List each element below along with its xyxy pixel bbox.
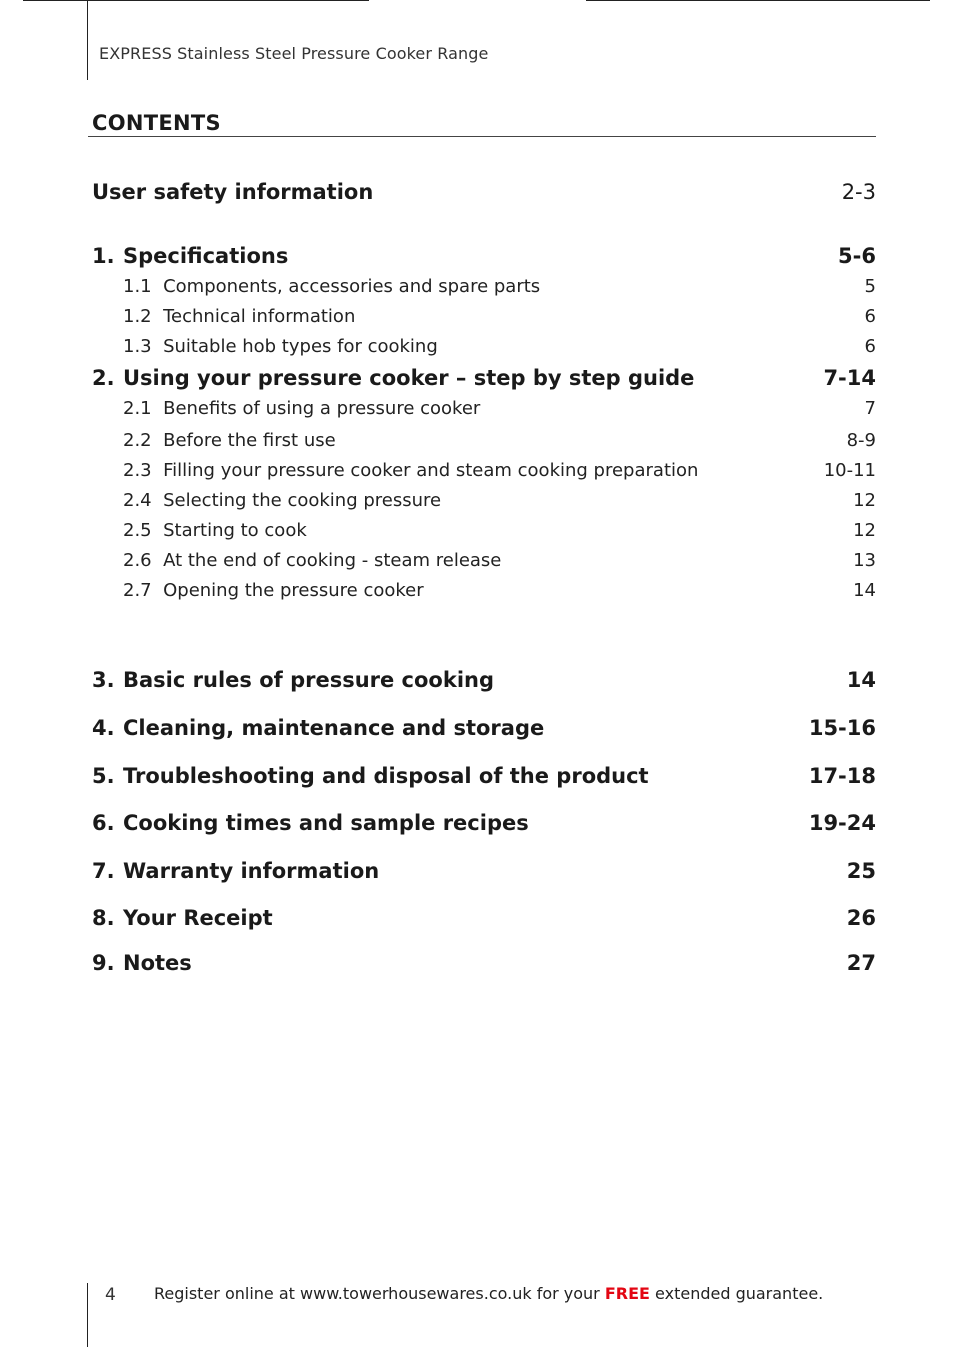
toc-subsection-label: Suitable hob types for cooking [163,336,438,357]
page-number: 4 [105,1285,116,1305]
toc-subsection-label: At the end of cooking - steam release [163,550,502,571]
toc-subsection-page: 6 [864,336,876,357]
toc-subsection-number: 2.6 [123,550,152,571]
toc-section-page: 25 [846,859,876,883]
toc-entry-label: User safety information [92,180,374,204]
toc-section-page: 27 [846,951,876,975]
toc-section-number: 1. [92,244,115,268]
toc-entry-page: 2-3 [841,180,876,204]
toc-subsection-page: 7 [864,398,876,419]
toc-section-label: Notes [123,951,192,975]
toc-subsection-page: 13 [853,550,876,571]
toc-section-number: 2. [92,366,115,390]
toc-section-label: Specifications [123,244,289,268]
toc-section-number: 7. [92,859,115,883]
toc-section-number: 9. [92,951,115,975]
toc-subsection-page: 10-11 [823,460,876,481]
toc-subsection-label: Components, accessories and spare parts [163,276,541,297]
toc-section-page: 15-16 [808,716,876,740]
toc-section-8[interactable] [92,906,876,930]
toc-subsection-2-2[interactable] [123,430,876,451]
toc-subsection-page: 6 [864,306,876,327]
toc-section-3[interactable] [92,668,876,692]
toc-subsection-label: Opening the pressure cooker [163,580,424,601]
toc-subsection-number: 2.5 [123,520,152,541]
toc-section-1[interactable] [92,244,876,268]
toc-subsection-2-7[interactable] [123,580,876,601]
toc-section-label: Cleaning, maintenance and storage [123,716,545,740]
toc-section-number: 6. [92,811,115,835]
margin-line-bottom [87,1283,88,1347]
toc-subsection-label: Filling your pressure cooker and steam cooking preparation [163,460,699,481]
footer-text-before: Register online at www.towerhousewares.co.uk for your [154,1284,605,1303]
toc-section-7[interactable] [92,859,876,883]
top-rule-right [586,0,930,1]
toc-section-page: 19-24 [808,811,876,835]
toc-subsection-page: 5 [864,276,876,297]
toc-section-page: 14 [846,668,876,692]
footer-register-text [154,1284,823,1303]
toc-subsection-number: 2.4 [123,490,152,511]
toc-section-page: 17-18 [808,764,876,788]
toc-subsection-1-1[interactable] [123,276,876,297]
toc-subsection-1-2[interactable] [123,306,876,327]
toc-subsection-label: Starting to cook [163,520,307,541]
toc-section-label: Troubleshooting and disposal of the product [123,764,649,788]
toc-subsection-label: Before the first use [163,430,336,451]
toc-subsection-number: 2.2 [123,430,152,451]
footer-text-after: extended guarantee. [649,1284,824,1303]
toc-section-5[interactable] [92,764,876,788]
toc-subsection-2-3[interactable] [123,460,876,481]
toc-section-number: 5. [92,764,115,788]
toc-section-label: Your Receipt [123,906,273,930]
toc-section-6[interactable] [92,811,876,835]
toc-subsection-page: 14 [853,580,876,601]
toc-subsection-number: 2.1 [123,398,152,419]
toc-subsection-2-1[interactable] [123,398,876,419]
toc-entry-safety[interactable] [92,180,876,204]
toc-section-label: Warranty information [123,859,380,883]
contents-title: CONTENTS [92,111,221,135]
toc-subsection-number: 2.3 [123,460,152,481]
toc-section-4[interactable] [92,716,876,740]
toc-subsection-label: Technical information [163,306,356,327]
footer-free-highlight: FREE [604,1284,650,1303]
toc-section-page: 26 [846,906,876,930]
toc-subsection-label: Selecting the cooking pressure [163,490,442,511]
toc-section-number: 4. [92,716,115,740]
toc-subsection-page: 8-9 [846,430,876,451]
toc-section-number: 8. [92,906,115,930]
toc-section-page: 5-6 [838,244,876,268]
toc-subsection-number: 1.3 [123,336,152,357]
toc-subsection-2-5[interactable] [123,520,876,541]
toc-section-label: Basic rules of pressure cooking [123,668,495,692]
toc-subsection-1-3[interactable] [123,336,876,357]
toc-section-2[interactable] [92,366,876,390]
document-header: EXPRESS Stainless Steel Pressure Cooker Range [99,44,489,63]
toc-subsection-label: Benefits of using a pressure cooker [163,398,481,419]
toc-section-number: 3. [92,668,115,692]
toc-subsection-2-4[interactable] [123,490,876,511]
margin-line-top [87,0,88,80]
toc-subsection-number: 1.1 [123,276,152,297]
toc-section-9[interactable] [92,951,876,975]
toc-subsection-number: 1.2 [123,306,152,327]
toc-section-label: Using your pressure cooker – step by step guide [123,366,695,390]
toc-subsection-page: 12 [853,490,876,511]
contents-divider [88,136,876,137]
toc-subsection-number: 2.7 [123,580,152,601]
toc-subsection-page: 12 [853,520,876,541]
toc-section-label: Cooking times and sample recipes [123,811,529,835]
toc-subsection-2-6[interactable] [123,550,876,571]
toc-section-page: 7-14 [823,366,876,390]
top-rule-left [23,0,369,1]
